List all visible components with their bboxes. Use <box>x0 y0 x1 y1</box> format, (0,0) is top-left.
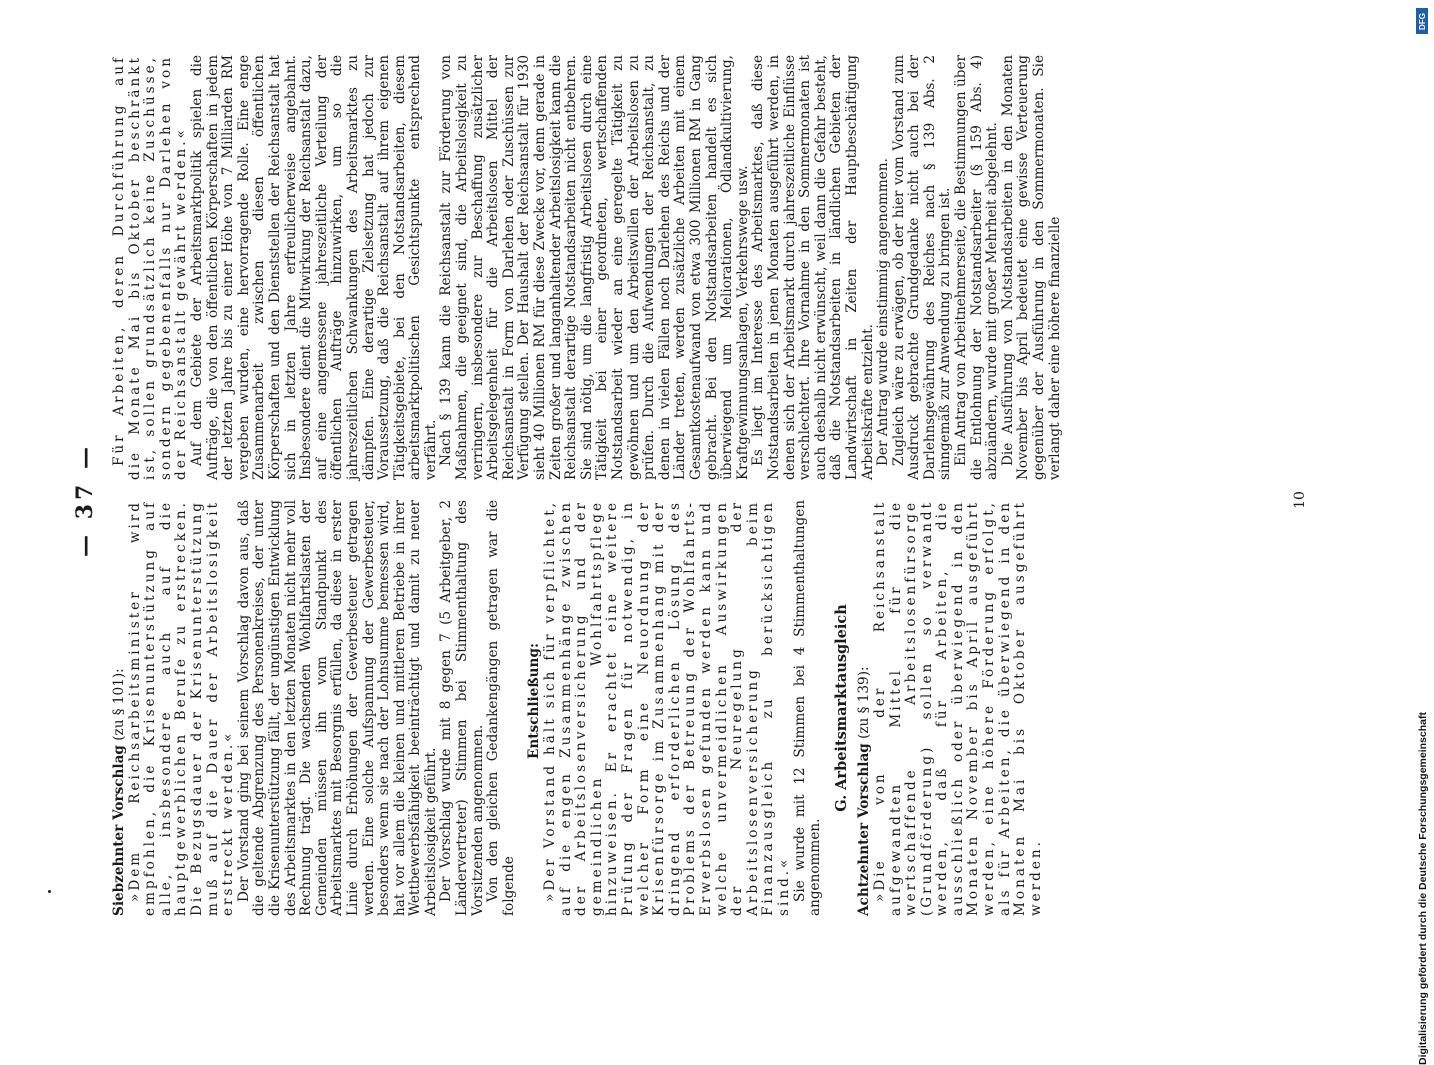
paragraph: Auf dem Gebiete der Arbeitsmarktpolitik spielen die Aufträge, die von den öffentlichen Körperschaften in jedem der letzten Jahre bis zu einer Höhe von 7 Milliarden RM vergeben wurden, eine hervorragende Rolle. Eine enge Zusammenarbeit zwischen diesen öffentlichen Körperschaften und den Dienststellen der Reichsanstalt hat sich in letzten Jahre erfreulicherweise angebahnt. Insbesondere dient die Mitwirkung der Reichsanstalt dazu, auf eine angemessene jahreszeitliche Verteilung der öffentlichen Aufträge hinzuwirken, um so die jahreszeitlichen Schwankungen des Arbeitsmarktes zu dämpfen. Eine derartige Zielsetzung hat jedoch zur Voraussetzung, daß die Reichsanstalt auf ihrem eigenen Tätigkeitsgebiete, bei den Notstandsarbeiten, diesem arbeitsmarktpolitischen Gesichtspunkte entsprechend verfährt. <box>188 55 439 480</box>
scan-speck <box>48 890 51 893</box>
running-head: — 37 — <box>72 443 98 557</box>
paragraph-reference: (zu § 139): <box>856 666 873 739</box>
paragraph <box>857 500 873 916</box>
paragraph: Der Vorschlag wurde mit 8 gegen 7 (5 Arbeitgeber, 2 Ländervertreter) Stimmen bei Stimmenthaltung des Vorsitzenden angenommen. <box>438 500 486 916</box>
proposal-heading: Siebzehnter Vorschlag <box>111 745 127 916</box>
resolution-quote: »Der Vorstand hält sich für verpflichtet, auf die engen Zusammenhänge zwischen der Arbeitslosenversicherung und der gemeindlichen Wohlfahrtspflege hinzuweisen. Er erachtet eine weitere Prüfung der Fragen für notwendig, in welcher Form eine Neuordnung der Krisenfürsorge im Zusammenhang mit der dringend erforderlichen Lösung des Problems der Betreuung der Wohlfahrts-Erwerbslosen gefunden werden kann und welche unvermeidlichen Auswirkungen der Neuregelung der Arbeitslosenversicherung beim Finanzausgleich zu berücksichtigen sind.« <box>542 500 792 916</box>
paragraph: Ein Antrag von Arbeitnehmerseite, die Bestimmungen über die Entlohnung der Notstandsarbeiter (§ 159 Abs. 4) abzuändern, wurde mit großer Mehrheit abgelehnt. <box>953 55 1001 480</box>
proposal-quote: »Dem Reichsarbeitsminister wird empfohlen, die Krisenunterstützung auf alle, insbesondere auch auf die hauptgewerblichen Berufe zu erstrecken. Die Bezugsdauer der Krisenunterstützung muß auf die Dauer der Arbeitslosigkeit erstreckt werden.« <box>126 500 237 916</box>
paragraph: Die Ausführung von Notstandsarbeiten in den Monaten November bis April bedeutet eine gewisse Verteuerung gegenüber der Ausführung in den Sommermonaten. Sie verlangt daher eine höhere finanzielle <box>999 55 1063 480</box>
dfg-logo <box>1416 8 1428 34</box>
digitization-credit <box>1414 0 1432 1065</box>
right-column <box>112 55 1063 480</box>
resolution-heading: Entschließung: <box>526 643 543 759</box>
paragraph: Sie wurde mit 12 Stimmen bei 4 Stimmenthaltungen angenommen. <box>791 500 824 916</box>
left-column <box>112 500 1044 916</box>
section-title: G. Arbeitsmarktausgleich <box>832 604 850 812</box>
paragraph <box>112 500 128 916</box>
page-number: 10 <box>1292 491 1308 509</box>
proposal-heading: Achtzehnter Vorschlag <box>856 743 873 916</box>
proposal-quote: »Die von der Reichsanstalt aufgewandten Mittel für die wertschaffende Arbeitslosenfürsorge (Grundförderung) sollen so verwandt werden, daß für Arbeiten, die ausschließlich oder überwiegend in den Monaten November bis April ausgeführt werden, eine höhere Förderung erfolgt, als für Arbeiten, die überwiegend in den Monaten Mai bis Oktober ausgeführt werden. <box>871 500 1044 916</box>
credit-text: Digitalisierung gefördert durch die Deutsche Forschungsgemeinschaft <box>1417 712 1429 1065</box>
dfg-logo-text: DFG <box>1417 12 1427 30</box>
paragraph: Der Vorstand ging bei seinem Vorschlag davon aus, daß die geltende Abgrenzung des Personenkreises, der unter die Krisenunterstützung fällt, der ungünstigen Entwicklung des Arbeitsmarktes in den letzten Monaten nicht mehr voll Rechnung trägt. Die wachsenden Wohlfahrtslasten der Gemeinden müssen ihn vom Standpunkt des Arbeitsmarktes mit Besorgnis erfüllen, da diese in erster Linie durch Erhöhungen der Gewerbesteuer getragen werden. Eine solche Aufspannung der Gewerbesteuer, besonders wenn sie nach der Lohnsumme bemessen wird, hat vor allem die kleinen und mittleren Betriebe in ihrer Wettbewerbsfähigkeit beeinträchtigt und damit zu neuer Arbeitslosigkeit geführt. <box>235 500 439 916</box>
paragraph-reference: (zu § 101): <box>111 668 127 741</box>
paragraph: Zugleich wäre zu erwägen, ob der hier vom Vorstand zum Ausdruck gebrachte Grundgedanke nicht auch bei der Darlehnsgewährung des Reiches nach § 139 Abs. 2 sinngemäß zur Anwendung zu bringen ist. <box>890 55 954 480</box>
paragraph: Von den gleichen Gedankengängen getragen war die folgende <box>485 500 517 916</box>
paragraph: Nach § 139 kann die Reichsanstalt zur Förderung von Maßnahmen, die geeignet sind, die Arbeitslosigkeit zu verringern, insbesondere zur Beschaffung zusätzlicher Arbeitsgelegenheit für die Arbeitslosen Mittel der Reichsanstalt in Form von Darlehen oder Zuschüssen zur Verfügung stellen. Der Haushalt der Reichsanstalt für 1930 sieht 40 Millionen RM für diese Zwecke vor, denn gerade in Zeiten großer und langanhaltender Arbeitslosigkeit kann die Reichsanstalt derartige Notstandsarbeiten nicht entbehren. Sie sind nötig, um die langfristig Arbeitslosen durch eine Tätigkeit bei einer geordneten, wertschaffenden Notstandsarbeit wieder an eine geregelte Tätigkeit zu gewöhnen und um den Arbeitswillen der Arbeitslosen zu prüfen. Durch die Aufwendungen der Reichsanstalt, zu denen in vielen Fällen noch Darlehen des Reichs und der Länder treten, werden zusätzliche Arbeiten mit einem Gesamtkostenaufwand von etwa 300 Millionen RM in Gang gebracht. Bei den Notstandsarbeiten handelt es sich überwiegend um Meliorationen, Ödlandkultivierung, Kraftgewinnungsanlagen, Verkehrswege usw. <box>438 55 751 480</box>
paragraph: Es liegt im Interesse des Arbeitsmarktes, daß diese Notstandsarbeiten in jenen Monaten ausgeführt werden, in denen sich der Arbeitsmarkt durch jahreszeitliche Einflüsse verschlechtert. Ihre Vornahme in den Sommermonaten ist auch deshalb nicht erwünscht, weil dann die Gefahr besteht, daß die Notstandsarbeiten in ländlichen Gebieten der Landwirtschaft in Zeiten der Hauptbeschäftigung Arbeitskräfte entzieht. <box>750 55 876 480</box>
paragraph: Der Antrag wurde einstimmig angenommen. <box>875 158 892 466</box>
proposal-quote: Für Arbeiten, deren Durchführung auf die Monate Mai bis Oktober beschränkt ist, sollen grundsätzlich keine Zuschüsse, sondern gegebenenfalls nur Darlehen von der Reichsanstalt gewährt werden.« <box>111 55 190 480</box>
